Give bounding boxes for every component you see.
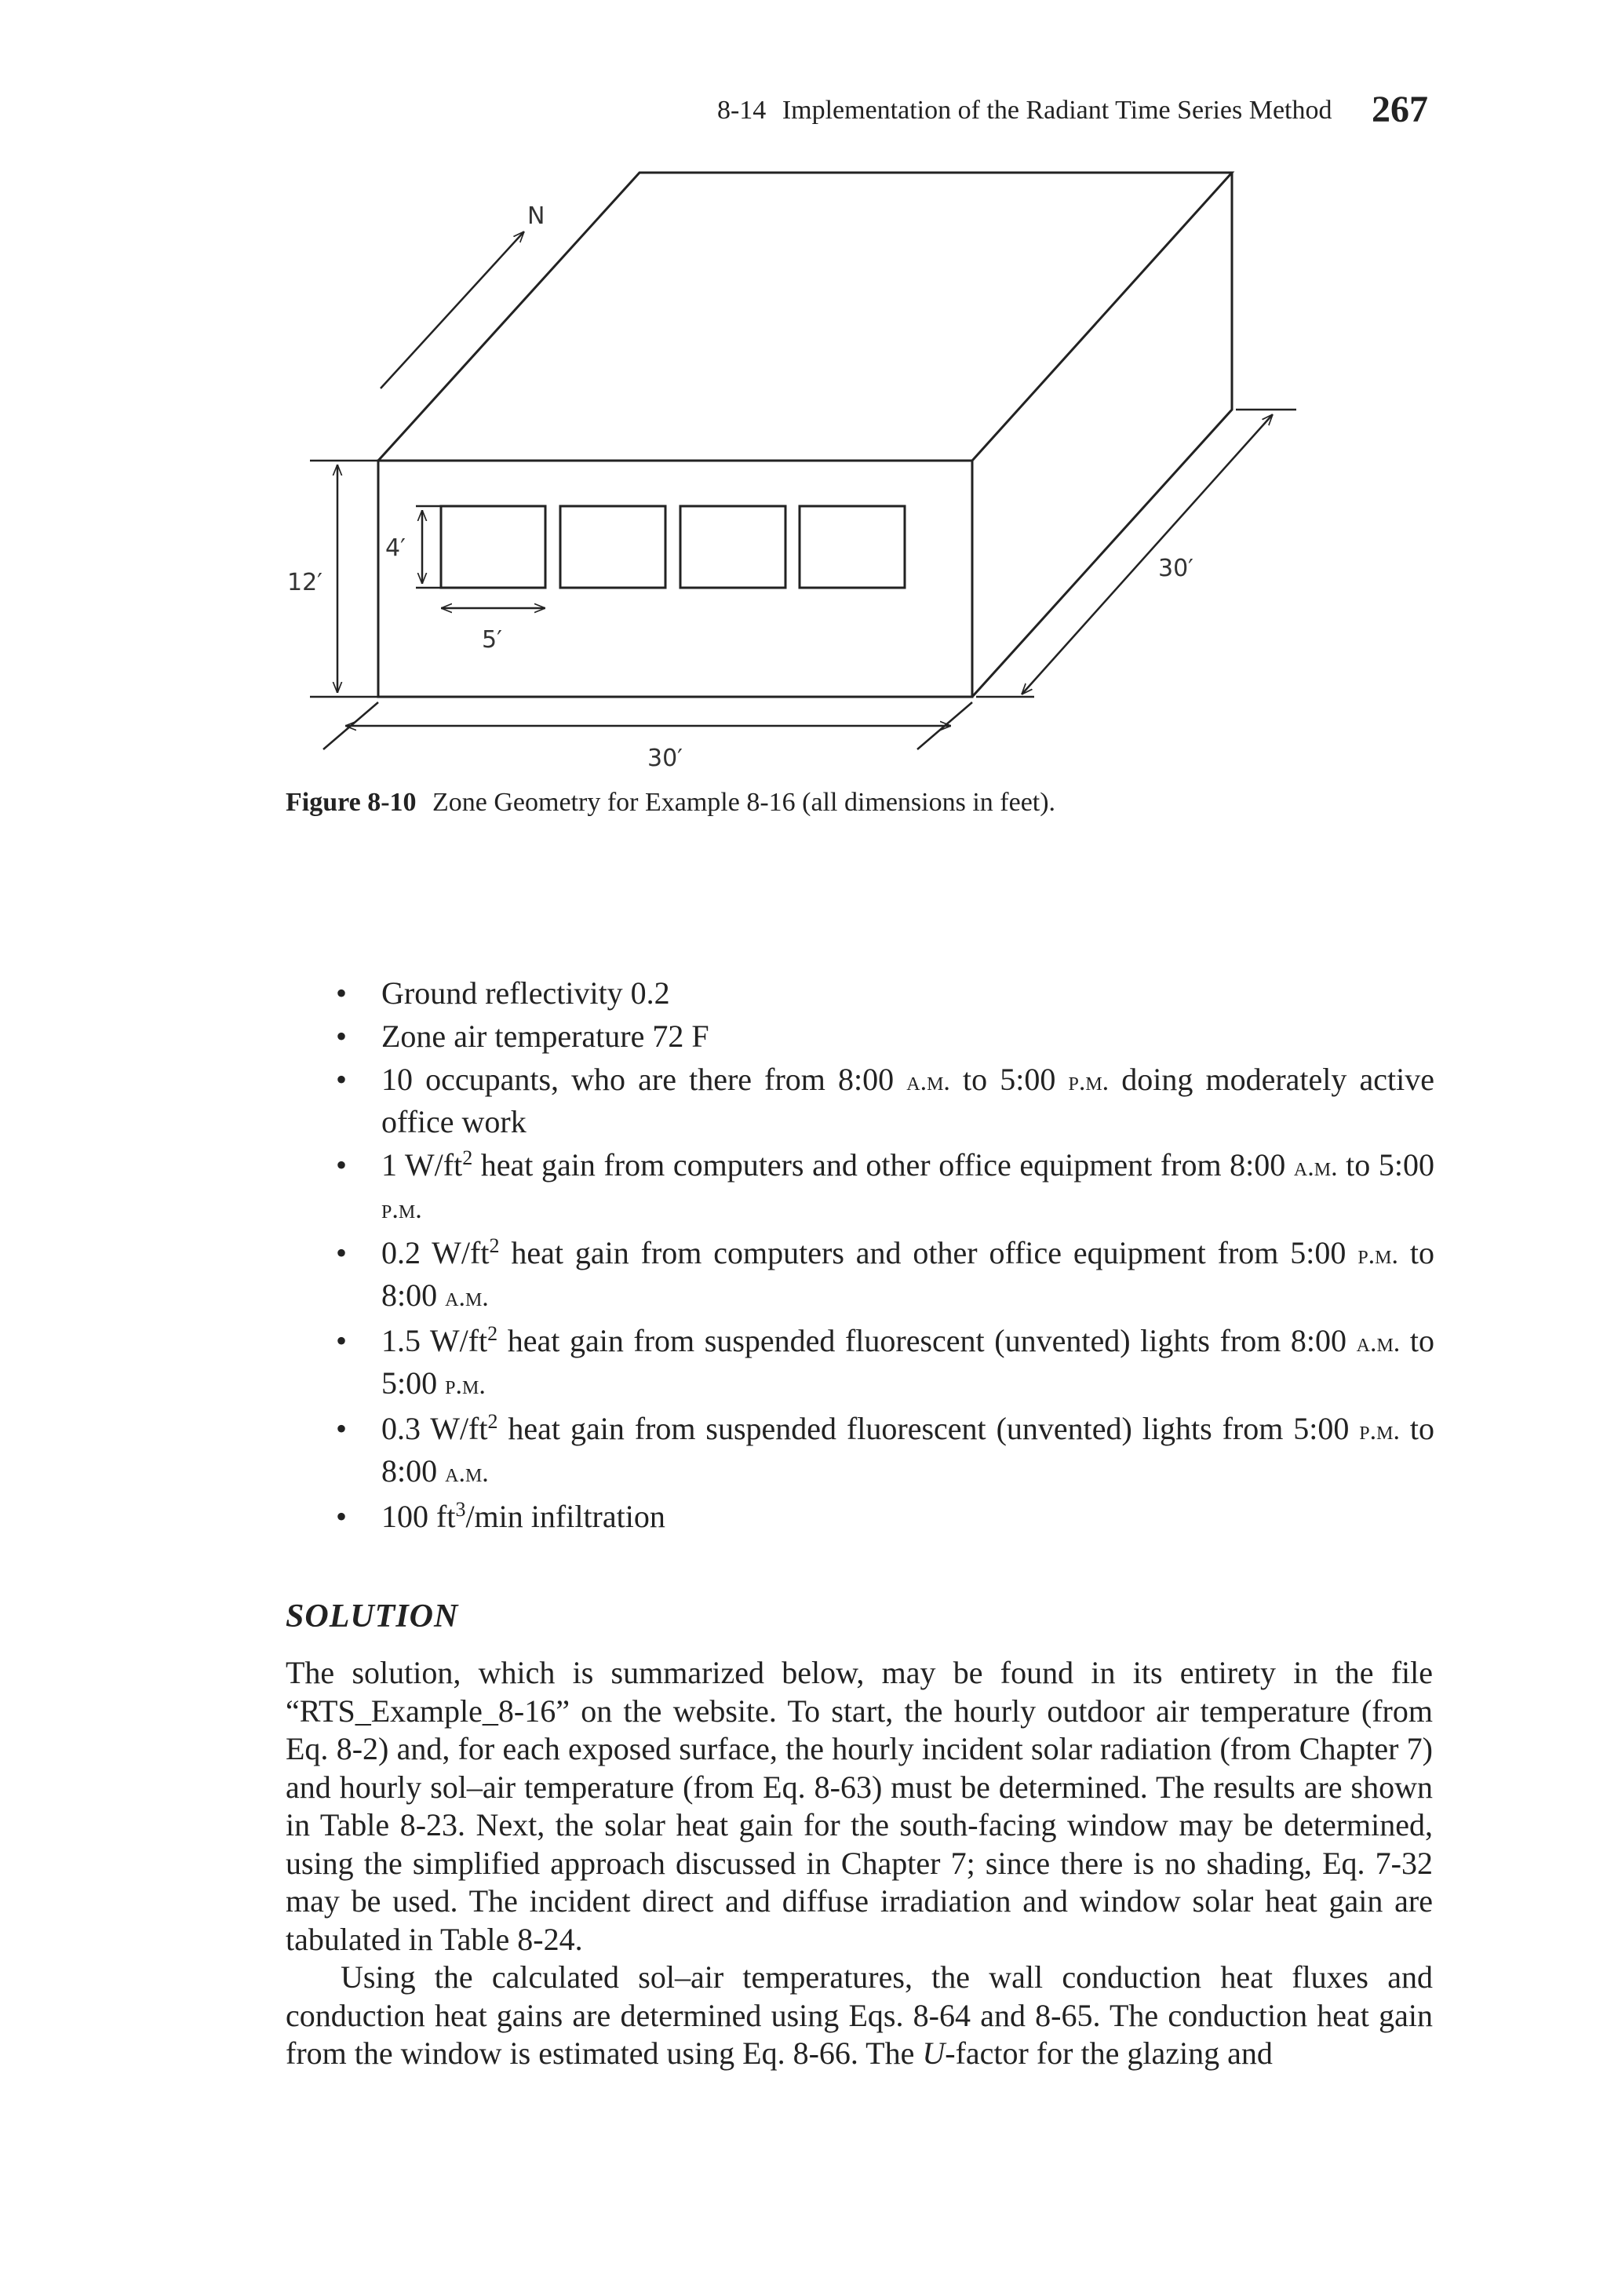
figure-number: Figure 8-10 [286,788,417,817]
depth-label: 30′ [1158,555,1193,582]
list-item: • 1 $W/ft^2$ heat gain from computers and other office equipment from 8:00 a.m. to 5:00 p.m. [336,1146,1434,1224]
bullet-icon: • [336,1019,348,1054]
bullet-icon: • [336,1062,348,1097]
north-arrow [381,231,524,388]
list-item: • 0.3 $W/ft^2$ heat gain from suspended fluorescent (unvented) lights from 5:00 p.m. to 8:00 a.m. [336,1410,1434,1489]
window-2 [560,506,665,588]
window-1 [441,506,545,588]
list-item: • Ground reflectivity 0.2 [336,973,1434,1013]
bullet-icon: • [336,1323,348,1358]
roof-outline [378,173,1232,461]
list-item: • 1.5 $W/ft^2$ heat gain from suspended fluorescent (unvented) lights from 8:00 a.m. to 5:00 p.m. [336,1322,1434,1401]
header-section-number: 8-14 [716,96,767,125]
bullet-icon: • [336,975,348,1011]
bullet-icon: • [336,1235,348,1270]
zone-geometry-drawing [0,0,1607,785]
north-label: N [527,202,545,230]
solution-paragraph-2: Using the calculated sol–air temperatures, the wall conduction heat fluxes and conduction heat gains are determined using Eqs. 8-64 and 8-65. The conduction heat gain from the window is estimated using Eq. 8-66. The U-factor for the glazing and [286,1959,1433,2071]
front-wall [378,461,972,697]
window-3 [680,506,785,588]
height-label: 12′ [287,569,322,596]
window-width-label: 5′ [482,626,502,654]
given-conditions-list [336,973,1434,1540]
page-number: 267 [1372,89,1428,130]
figure-caption-text: Zone Geometry for Example 8-16 (all dimensions in feet). [432,788,1056,817]
list-item: • Zone air temperature 72 F [336,1016,1434,1056]
bullet-icon: • [336,1147,348,1183]
figure-caption [286,788,1431,818]
zone-geometry-figure [0,0,1607,785]
list-item: • 10 occupants, who are there from 8:00 a.m. to 5:00 p.m. doing moderately active office work [336,1059,1434,1142]
window-4 [800,506,905,588]
solution-heading: SOLUTION [286,1598,459,1635]
list-item: • 100 $ft^3/\min$ infiltration [336,1496,1434,1536]
bullet-icon: • [336,1499,348,1534]
list-item: • 0.2 $W/ft^2$ heat gain from computers and other office equipment from 5:00 p.m. to 8:00 a.m. [336,1234,1435,1313]
solution-body [286,1654,1433,2073]
header-title: Implementation of the Radiant Time Series Method [782,96,1332,125]
bullet-icon: • [336,1411,348,1446]
solution-paragraph-1: The solution, which is summarized below, may be found in its entirety in the file “RTS_Example_8-16” on the website. To start, the hourly outdoor air temperature (from Eq. 8-2) and, for each exposed surface, the hourly incident solar radiation (from Chapter 7) and hourly sol–air temperature (from Eq. 8-63) must be determined. The results are shown in Table 8-23. Next, the solar heat gain for the south-facing window may be determined, using the simplified approach discussed in Chapter 7; since there is no shading, Eq. 7-32 may be used. The incident direct and diffuse irradiation and window solar heat gain are tabulated in Table 8-24. [286,1655,1433,1957]
window-height-label: 4′ [385,534,406,562]
depth-dimension-line [1022,414,1273,694]
width-label: 30′ [647,745,683,772]
side-wall-outline [972,173,1232,697]
